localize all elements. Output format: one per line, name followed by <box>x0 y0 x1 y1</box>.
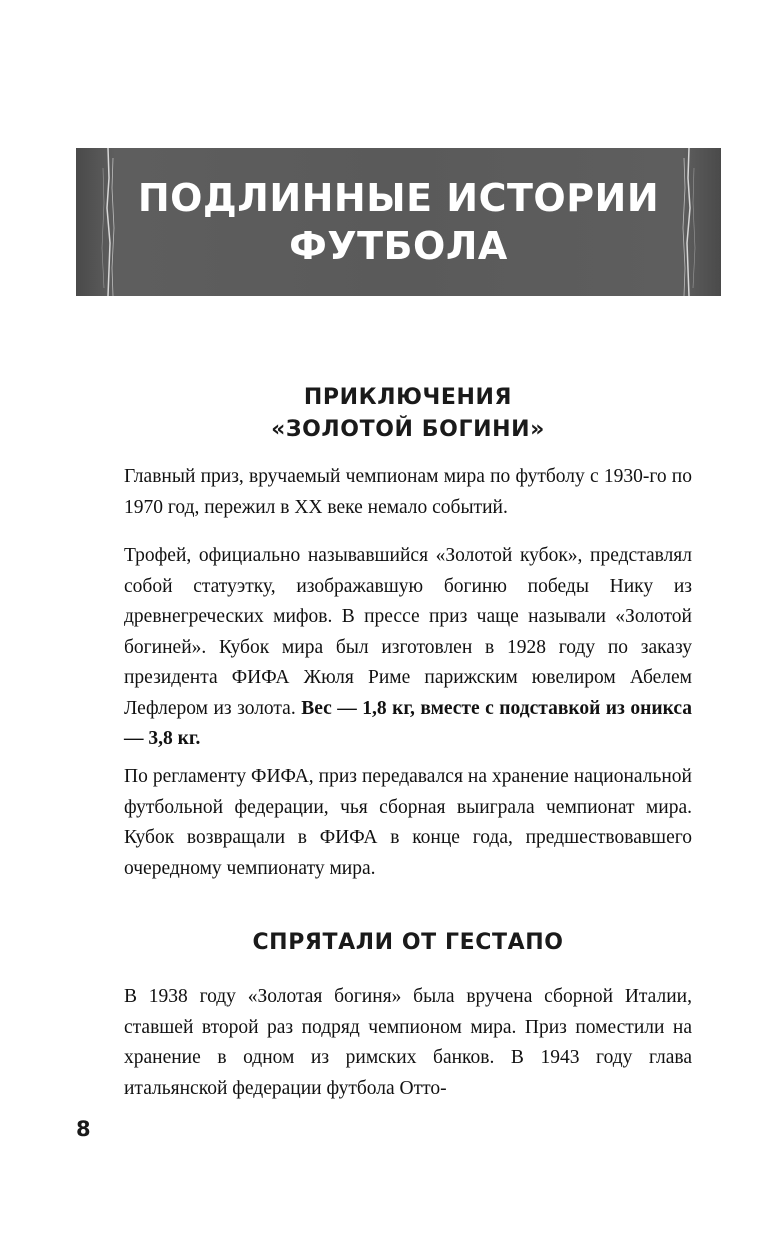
paragraph-bold-text: Вес — 1,8 кг, вместе с подставкой из оникса — 3,8 кг. <box>124 697 692 749</box>
banner-right-edge-decoration <box>673 148 703 296</box>
banner-left-edge-decoration <box>94 148 124 296</box>
section-1-paragraph-2 <box>124 541 692 755</box>
section-1-heading-line-2: «ЗОЛОТОЙ БОГИНИ» <box>271 417 545 442</box>
paragraph-text: Главный приз, вручаемый чемпионам мира по футболу с 1930-го по 1970 год, пережил в XX веке немало событий. <box>124 466 692 518</box>
page-number: 8 <box>76 1117 91 1141</box>
section-2-heading: СПРЯТАЛИ ОТ ГЕСТАПО <box>252 930 564 955</box>
chapter-title-line-2: ФУТБОЛА <box>289 224 508 268</box>
paragraph-text: В 1938 году «Золотая богиня» была вручена сборной Италии, ставшей второй раз подряд чемпионом мира. Приз поместили на хранение в одном из римских банков. В 1943 году глава итальянской федерации футбола Отто- <box>124 986 692 1099</box>
section-2-paragraph-1 <box>124 982 692 1104</box>
chapter-title <box>138 174 659 270</box>
section-1-heading <box>124 382 692 446</box>
chapter-banner <box>76 148 721 296</box>
section-2-heading-block <box>124 927 692 959</box>
section-1-paragraph-1 <box>124 462 692 523</box>
section-1-paragraph-3 <box>124 762 692 884</box>
chapter-title-line-1: ПОДЛИННЫЕ ИСТОРИИ <box>137 176 660 220</box>
section-1-heading-line-1: ПРИКЛЮЧЕНИЯ <box>303 385 513 410</box>
paragraph-text: По регламенту ФИФА, приз передавался на хранение национальной футбольной федерации, чья сборная выиграла чемпионат мира. Кубок возвращали в ФИФА в конце года, предшествовавшего очередному чемпионату мира. <box>124 766 692 879</box>
paragraph-text: Трофей, официально называвшийся «Золотой кубок», представлял собой статуэтку, изображавшую богиню победы Нику из древнегреческих мифов. В прессе приз чаще называли «Золотой богиней». Кубок мира был изготовлен в 1928 году по заказу президента ФИФА Жюля Риме парижским ювелиром Абелем Лефлером из золота. <box>124 545 692 719</box>
